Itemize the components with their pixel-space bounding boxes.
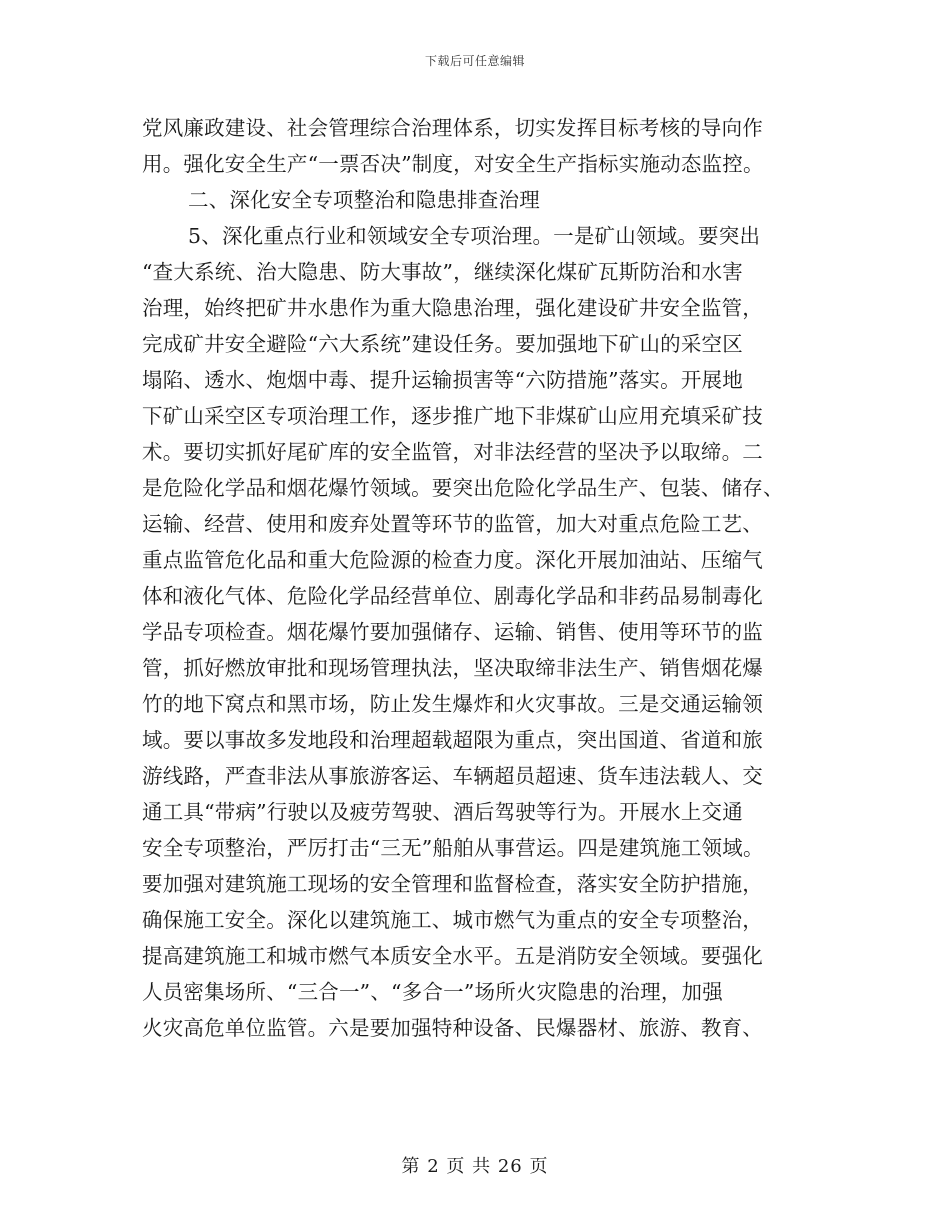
section-heading: 二、深化安全专项整治和隐患排查治理: [188, 188, 540, 212]
text-line: 通工具“带病”行驶以及疲劳驾驶、酒后驾驶等行为。开展水上交通: [142, 800, 743, 824]
text-line: 重点监管危化品和重大危险源的检查力度。深化开展加油站、压缩气: [142, 548, 763, 572]
text-line: 提高建筑施工和城市燃气本质安全水平。五是消防安全领域。要强化: [142, 944, 763, 968]
page-header-note: 下载后可任意编辑: [424, 54, 525, 68]
text-line: 管，抓好燃放审批和现场管理执法，坚决取缔非法生产、销售烟花爆: [142, 656, 763, 680]
text-line: 人员密集场所、“三合一”、“多合一”场所火灾隐患的治理，加强: [142, 980, 723, 1004]
document-body: [142, 110, 802, 1046]
text-line: 要加强对建筑施工现场的安全管理和监督检查，落实安全防护措施，: [142, 872, 763, 896]
text-line: 火灾高危单位监管。六是要加强特种设备、民爆器材、旅游、教育、: [142, 1016, 763, 1040]
page-number-footer: 第 2 页 共 26 页: [401, 1156, 549, 1177]
text-line: 竹的地下窝点和黑市场，防止发生爆炸和火灾事故。三是交通运输领: [142, 692, 763, 716]
text-line: “查大系统、治大隐患、防大事故”，继续深化煤矿瓦斯防治和水害: [142, 260, 743, 284]
text-line: 塌陷、透水、炮烟中毒、提升运输损害等“六防措施”落实。开展地: [142, 368, 743, 392]
text-line: 下矿山采空区专项治理工作，逐步推广地下非煤矿山应用充填采矿技: [142, 404, 763, 428]
text-line: 安全专项整治，严厉打击“三无”船舶从事营运。四是建筑施工领域。: [142, 836, 764, 860]
text-line: 完成矿井安全避险“六大系统”建设任务。要加强地下矿山的采空区: [142, 332, 743, 356]
text-line: 确保施工安全。深化以建筑施工、城市燃气为重点的安全专项整治，: [142, 908, 763, 932]
text-line: 运输、经营、使用和废弃处置等环节的监管，加大对重点危险工艺、: [142, 512, 763, 536]
text-line: 治理，始终把矿井水患作为重大隐患治理，强化建设矿井安全监管，: [142, 296, 763, 320]
text-line: 用。强化安全生产“一票否决”制度，对安全生产指标实施动态监控。: [142, 152, 764, 176]
paragraph-first-line: 5、深化重点行业和领域安全专项治理。一是矿山领域。要突出: [188, 224, 761, 248]
text-line: 域。要以事故多发地段和治理超载超限为重点，突出国道、省道和旅: [142, 728, 763, 752]
text-line: 体和液化气体、危险化学品经营单位、剧毒化学品和非药品易制毒化: [142, 584, 763, 608]
text-line: 党风廉政建设、社会管理综合治理体系，切实发挥目标考核的导向作: [142, 116, 763, 140]
text-line: 术。要切实抓好尾矿库的安全监管，对非法经营的坚决予以取缔。二: [142, 440, 763, 464]
text-line: 是危险化学品和烟花爆竹领域。要突出危险化学品生产、包装、储存、: [142, 476, 784, 500]
text-line: 学品专项检查。烟花爆竹要加强储存、运输、销售、使用等环节的监: [142, 620, 763, 644]
text-line: 游线路，严查非法从事旅游客运、车辆超员超速、货车违法载人、交: [142, 764, 763, 788]
